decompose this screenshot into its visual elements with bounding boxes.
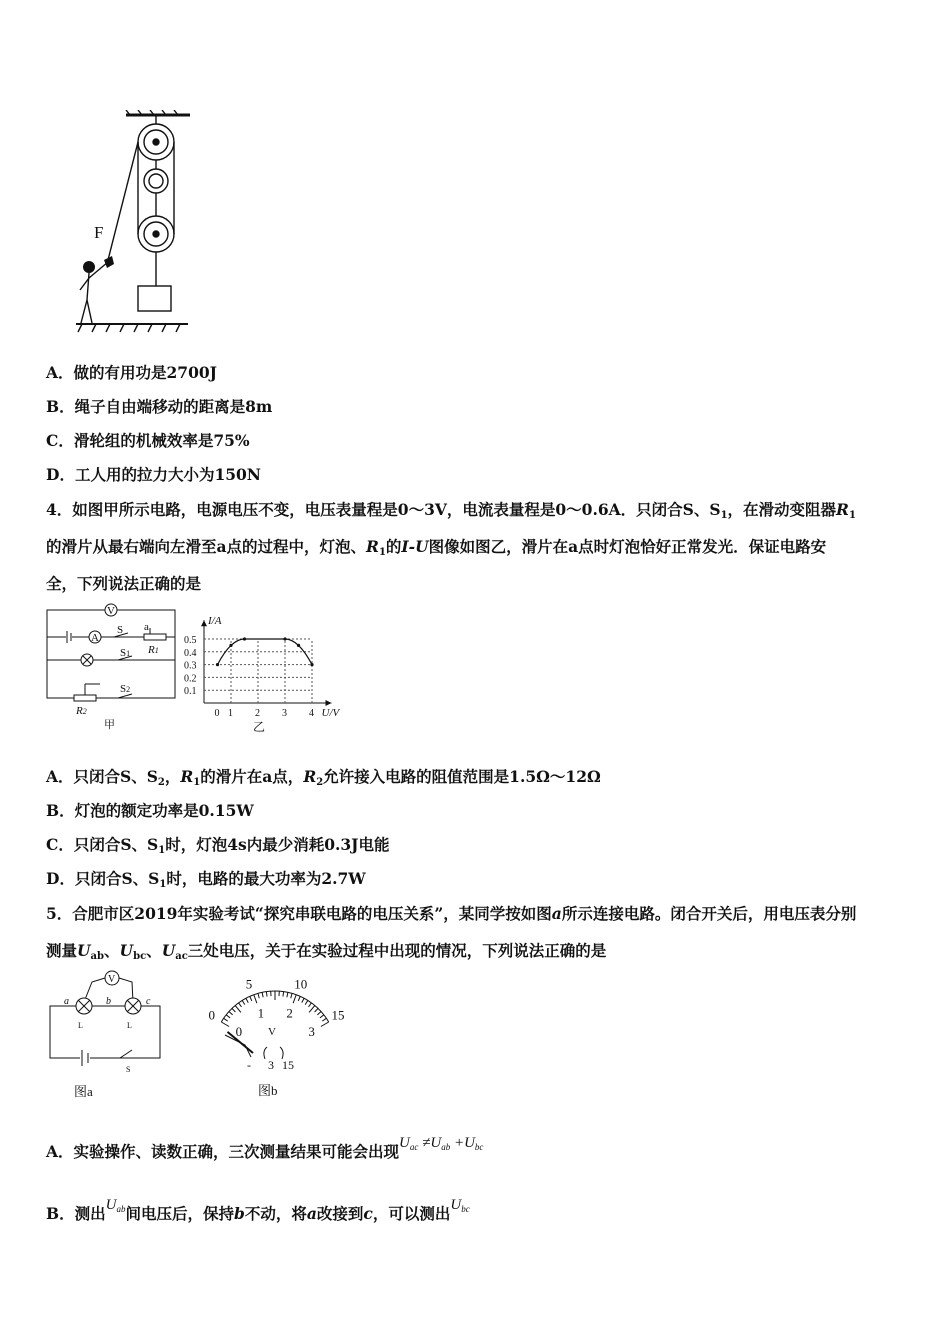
svg-text:S1: S1 [120,647,131,659]
svg-text:a: a [144,621,149,633]
dial-tick [226,1015,230,1018]
svg-text:V: V [107,605,115,617]
x-tick-label: 2 [255,708,260,719]
dial-tick [239,1003,242,1007]
dial-tick [302,998,304,1002]
svg-text:5: 5 [245,976,253,992]
dial-tick [315,1008,318,1012]
q4-stem-line3: 全，下列说法正确的是 [46,574,202,593]
svg-text:2: 2 [286,1005,293,1021]
dial-tick [293,995,296,1003]
q3-option-c: C．滑轮组的机械效率是75% [46,431,250,450]
svg-text:V: V [108,974,116,985]
iu-chart-svg [180,605,350,735]
q5-stem-line2: 测量$U_{ab}$、$U_{bc}$、$U_{ac}$三处电压，关于在实验过程中出现的情况，下列说法正确的是 [46,941,607,962]
data-point [243,637,246,640]
svg-text:图b: 图b [258,1083,278,1098]
svg-text:0: 0 [235,1024,243,1039]
dial-tick [320,1015,324,1018]
q4-option-d: D．只闭合S、$S_1$时，电路的最大功率为2.7W [46,869,366,890]
q5-option-b: B．测出$U_{ab}$间电压后，保持b不动，将a改接到c，可以测出$U_{bc}$ [46,1197,470,1223]
svg-text:V: V [268,1026,276,1038]
dial-tick [266,992,267,997]
dial-tick [262,992,263,997]
svg-text:0: 0 [208,1007,216,1023]
q4-stem-line2: 的滑片从最右端向左滑至a点的过程中，灯泡、$R_1$的I-U图像如图乙，滑片在a点时灯泡恰好正常发光．保证电路安 [46,537,827,558]
dial-tick [229,1012,233,1015]
q5-option-a: A．实验操作、读数正确，三次测量结果可能会出现$U_{ac} \ne U_{ab} +U_{bc}$ [46,1135,484,1161]
y-tick-label: 0.3 [184,660,197,672]
origin-label: 0 [214,708,220,719]
svg-text:3: 3 [308,1024,315,1039]
svg-text:A: A [91,632,99,644]
q4-option-b: B．灯泡的额定功率是0.15W [46,801,254,820]
dial-tick [246,998,248,1002]
svg-text:S: S [117,624,124,636]
dial-tick [322,1018,326,1021]
pulley-figure [70,110,200,335]
svg-text:-: - [247,1058,251,1072]
y-axis-arrow [201,620,207,626]
dial-tick [250,996,252,1001]
dial-tick [224,1018,228,1021]
q3-option-b: B．绳子自由端移动的距离是8m [46,397,273,416]
dial-tick [298,996,300,1001]
circuit-fig-a [40,968,170,1103]
dial-tick [309,1003,312,1007]
y-tick-label: 0.5 [184,635,197,646]
data-point [310,663,313,666]
dial-tick [305,1000,308,1004]
dial-tick [221,1022,229,1027]
dial-tick [242,1000,245,1004]
dial-tick [258,993,259,998]
svg-text:b: b [106,996,111,1007]
svg-text:S2: S2 [120,683,131,695]
q3-option-d: D．工人用的拉力大小为150N [46,465,261,484]
dial-tick [283,992,284,997]
q4-option-c: C．只闭合S、$S_1$时，灯泡4s内最少消耗0.3J电能 [46,835,390,856]
dial-tick [321,1022,329,1027]
svg-text:图a: 图a [74,1084,93,1099]
y-tick-label: 0.4 [184,647,197,659]
data-point [283,637,286,640]
svg-text:R1: R1 [148,644,159,656]
dial-tick [235,1006,241,1013]
dial-tick [317,1012,321,1015]
data-point [297,644,300,647]
y-tick-label: 0.1 [184,686,197,698]
chart-caption: 乙 [253,720,266,734]
dial-tick [254,995,257,1003]
q4-option-a: A．只闭合S、$S_2$，$R_1$的滑片在a点，$R_2$允许接入电路的阻值范围是1.5Ω～12Ω [46,767,601,788]
x-tick-label: 1 [228,708,233,719]
y-tick-label: 0.2 [184,673,197,685]
svg-text:10: 10 [294,976,308,992]
x-axis-arrow [326,700,332,706]
x-axis-label: U/V [321,707,340,719]
q5-stem-line1: 5．合肥市区2019年实验考试“探究串联电路的电压关系”，某同学按如图a所示连接电路。闭合开关后，用电压表分别 [46,904,857,923]
svg-text:L: L [78,1021,83,1030]
svg-text:a: a [64,996,69,1007]
data-point [229,644,232,647]
svg-text:R2: R2 [76,705,87,717]
data-point [216,663,219,666]
svg-text:15: 15 [282,1058,294,1072]
svg-text:L: L [127,1021,132,1030]
force-label: F [94,223,104,242]
q5-option-a-formula: $U_{ac} \ne U_{ab} +U_{bc}$ [399,1135,484,1152]
voltmeter-dial [190,965,360,1105]
svg-text:1: 1 [257,1005,265,1021]
iu-chart [180,605,350,735]
x-tick-label: 3 [282,708,287,719]
svg-text:S: S [126,1065,131,1074]
dial-tick [309,1006,315,1013]
svg-text:甲: 甲 [104,719,115,731]
circuit-jia [40,602,180,732]
svg-text:15: 15 [331,1007,345,1023]
dial-tick [232,1008,235,1012]
x-tick-label: 4 [309,708,314,719]
q3-option-a: A．做的有用功是2700J [46,363,218,382]
y-axis-label: I/A [208,615,222,628]
q4-stem-line1: 4．如图甲所示电路，电源电压不变，电压表量程是0～3V，电流表量程是0～0.6A．只闭合S、$S_1$，在滑动变阻器$R_1$ [46,500,856,521]
svg-text:c: c [146,996,151,1007]
svg-text:3: 3 [268,1058,274,1072]
dial-wires [225,1035,283,1059]
dial-tick [291,993,292,998]
dial-tick [287,992,288,997]
